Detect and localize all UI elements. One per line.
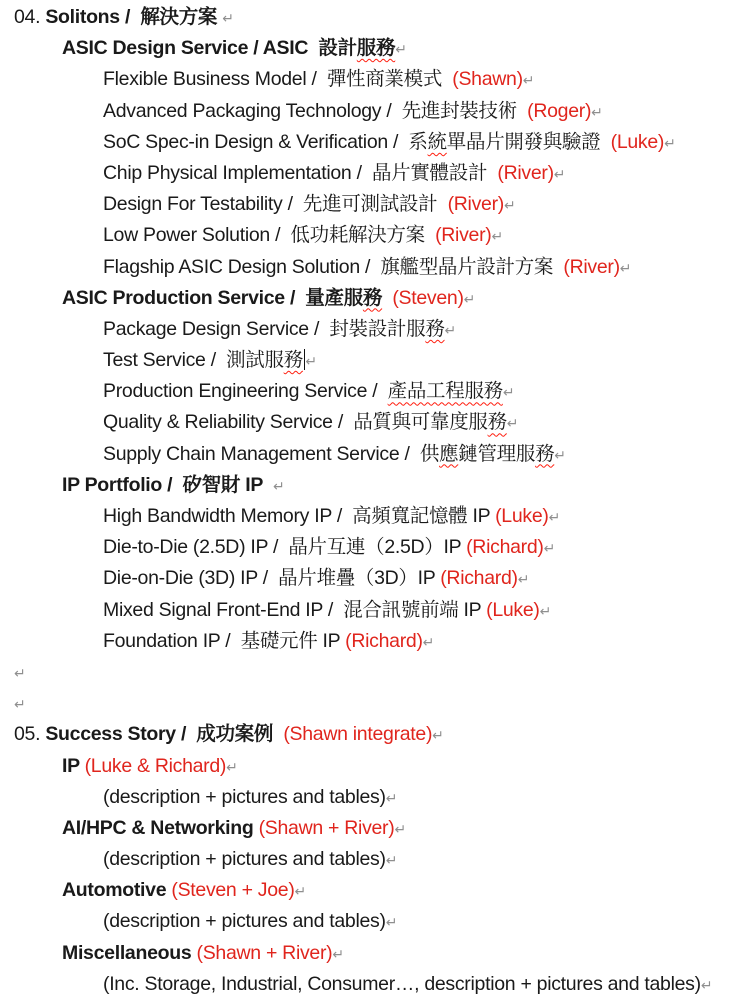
text-run: ASIC Production Service / 量產服	[62, 286, 363, 309]
assignee-text-run: (Shawn + River)	[258, 816, 395, 839]
document-line[interactable]	[0, 64, 738, 95]
text-run: 鏈管理服	[458, 442, 536, 465]
document-line[interactable]	[0, 189, 738, 220]
document-line[interactable]	[0, 501, 738, 532]
text-run: Foundation IP / 基礎元件 IP	[103, 629, 346, 652]
text-run: Quality & Reliability Service / 品質與可靠度服	[103, 411, 488, 434]
document-line[interactable]	[0, 813, 738, 844]
assignee-text-run: (River)	[563, 255, 620, 278]
text-run: Flexible Business Model / 彈性商業模式	[103, 68, 453, 91]
text-run: Chip Physical Implementation / 晶片實體設計	[103, 161, 498, 184]
document-line[interactable]	[0, 751, 738, 782]
text-run: Supply Chain Management Service / 供	[103, 442, 440, 465]
assignee-text-run: (Steven + Joe)	[171, 879, 295, 902]
assignee-text-run: (Luke)	[486, 598, 540, 621]
document-line[interactable]	[0, 719, 738, 750]
paragraph-mark-icon: ↵	[554, 446, 566, 463]
assignee-text-run: (Steven)	[392, 286, 464, 309]
paragraph-mark-icon: ↵	[14, 664, 26, 681]
paragraph-mark-icon: ↵	[553, 165, 566, 182]
assignee-text-run: (Richard)	[440, 567, 518, 590]
text-run: Low Power Solution / 低功耗解決方案	[103, 224, 436, 247]
document-line[interactable]	[0, 376, 738, 407]
text-run: 單晶片開發與驗證	[446, 130, 611, 153]
document-line[interactable]	[0, 875, 738, 906]
text-run: Automotive	[62, 879, 172, 902]
text-run: (description + pictures and tables)	[103, 848, 386, 871]
paragraph-mark-icon: ↵	[517, 571, 530, 588]
paragraph-mark-icon: ↵	[14, 696, 26, 713]
assignee-text-run: (Luke & Richard)	[84, 754, 227, 777]
text-run: Mixed Signal Front-End IP / 混合訊號前端 IP	[103, 598, 487, 621]
document-line[interactable]	[0, 906, 738, 937]
text-run: Success Story / 成功案例	[45, 723, 284, 746]
misspelled-text-run: 產品工程服務	[387, 380, 503, 403]
paragraph-mark-icon: ↵	[332, 945, 345, 962]
assignee-text-run: (Luke)	[610, 130, 665, 153]
paragraph-mark-icon: ↵	[506, 415, 519, 432]
paragraph-mark-icon: ↵	[432, 727, 444, 744]
text-run: Die-on-Die (3D) IP / 晶片堆疊（3D）IP	[103, 567, 441, 590]
assignee-text-run: (Luke)	[495, 505, 549, 527]
text-run: ASIC Design Service / ASIC 設計	[62, 37, 357, 60]
text-run: (Inc. Storage, Industrial, Consumer…, description + pictures and tables)	[103, 972, 701, 995]
text-run: (description + pictures and tables)	[103, 910, 386, 933]
text-run: IP	[62, 754, 85, 777]
document-line[interactable]	[0, 470, 738, 501]
document-line[interactable]	[0, 345, 738, 376]
misspelled-text-run: 務	[487, 411, 507, 434]
paragraph-mark-icon: ↵	[502, 384, 515, 401]
paragraph-mark-icon: ↵	[385, 789, 398, 806]
text-run: Die-to-Die (2.5D) IP / 晶片互連（2.5D）IP	[103, 536, 467, 559]
document-line[interactable]	[0, 283, 738, 314]
assignee-text-run: (River)	[447, 193, 504, 216]
paragraph-mark-icon: ↵	[700, 976, 713, 993]
paragraph-mark-icon: ↵	[548, 509, 561, 525]
misspelled-text-run: 服務	[356, 37, 396, 60]
document-line[interactable]	[0, 626, 738, 657]
text-run	[382, 287, 392, 309]
assignee-text-run: (Shawn + River)	[196, 941, 333, 964]
document-line[interactable]	[0, 127, 738, 158]
document-line[interactable]	[0, 938, 738, 969]
document-line[interactable]	[0, 563, 738, 594]
document-line[interactable]	[0, 688, 738, 719]
document-line[interactable]	[0, 96, 738, 127]
paragraph-mark-icon: ↵	[294, 883, 307, 900]
document-line[interactable]	[0, 407, 738, 438]
paragraph-mark-icon: ↵	[664, 134, 676, 151]
assignee-text-run: (Richard)	[466, 536, 544, 559]
paragraph-mark-icon: ↵	[543, 540, 556, 557]
paragraph-mark-icon: ↵	[222, 10, 234, 26]
paragraph-mark-icon: ↵	[272, 477, 285, 494]
document-line[interactable]	[0, 33, 738, 64]
assignee-text-run: (River)	[435, 224, 492, 247]
assignee-text-run: (Roger)	[527, 99, 592, 122]
paragraph-mark-icon: ↵	[591, 103, 603, 120]
misspelled-text-run: 務	[425, 317, 445, 340]
text-run: Solitons / 解決方案	[45, 6, 223, 28]
document-line[interactable]	[0, 657, 738, 688]
list-number: 04.	[14, 6, 46, 28]
paragraph-mark-icon: ↵	[395, 41, 407, 58]
list-number: 05.	[14, 723, 46, 746]
text-run: Advanced Packaging Technology / 先進封裝技術	[103, 99, 528, 122]
text-run: AI/HPC & Networking	[62, 816, 259, 839]
assignee-text-run: (Shawn)	[452, 68, 523, 91]
paragraph-mark-icon: ↵	[422, 633, 435, 650]
text-run: Package Design Service / 封裝設計服	[103, 317, 426, 340]
misspelled-text-run: 應	[439, 442, 459, 465]
text-run: Production Engineering Service /	[103, 380, 388, 403]
document-line[interactable]	[0, 2, 738, 33]
misspelled-text-run: 統	[427, 130, 447, 153]
document-line[interactable]	[0, 532, 738, 563]
paragraph-mark-icon: ↵	[491, 228, 504, 245]
document-line[interactable]	[0, 595, 738, 626]
paragraph-mark-icon: ↵	[539, 602, 552, 619]
document-line[interactable]	[0, 969, 738, 1000]
text-run: Miscellaneous	[62, 941, 197, 964]
paragraph-mark-icon: ↵	[522, 72, 535, 89]
assignee-text-run: (River)	[497, 161, 554, 184]
document-line[interactable]	[0, 252, 738, 283]
document-line[interactable]	[0, 844, 738, 875]
paragraph-mark-icon: ↵	[305, 353, 318, 370]
text-run: High Bandwidth Memory IP / 高頻寬記憶體 IP	[103, 505, 496, 527]
paragraph-mark-icon: ↵	[385, 914, 398, 931]
text-run: Design For Testability / 先進可測試設計	[103, 193, 448, 216]
document-line[interactable]	[0, 439, 738, 470]
text-run: (description + pictures and tables)	[103, 785, 386, 808]
document-line[interactable]	[0, 314, 738, 345]
text-run: Test Service / 測試服	[103, 349, 284, 372]
text-run: SoC Spec-in Design & Verification / 系	[103, 130, 428, 153]
document-line[interactable]	[0, 158, 738, 189]
assignee-text-run: (Shawn integrate)	[283, 723, 433, 746]
document-line[interactable]	[0, 220, 738, 251]
assignee-text-run: (Richard)	[345, 629, 423, 652]
paragraph-mark-icon: ↵	[619, 259, 632, 276]
paragraph-mark-icon: ↵	[226, 758, 238, 775]
document-line[interactable]	[0, 782, 738, 813]
text-run: Flagship ASIC Design Solution / 旗艦型晶片設計方案	[103, 255, 564, 278]
paragraph-mark-icon: ↵	[503, 197, 516, 214]
misspelled-text-run: 務	[362, 286, 383, 309]
misspelled-text-run: 務	[283, 349, 303, 372]
paragraph-mark-icon: ↵	[444, 321, 457, 338]
paragraph-mark-icon: ↵	[394, 820, 407, 837]
misspelled-text-run: 務	[535, 442, 555, 465]
text-run: IP Portfolio / 矽智財 IP	[62, 473, 268, 496]
paragraph-mark-icon: ↵	[463, 290, 476, 307]
paragraph-mark-icon: ↵	[385, 852, 398, 869]
